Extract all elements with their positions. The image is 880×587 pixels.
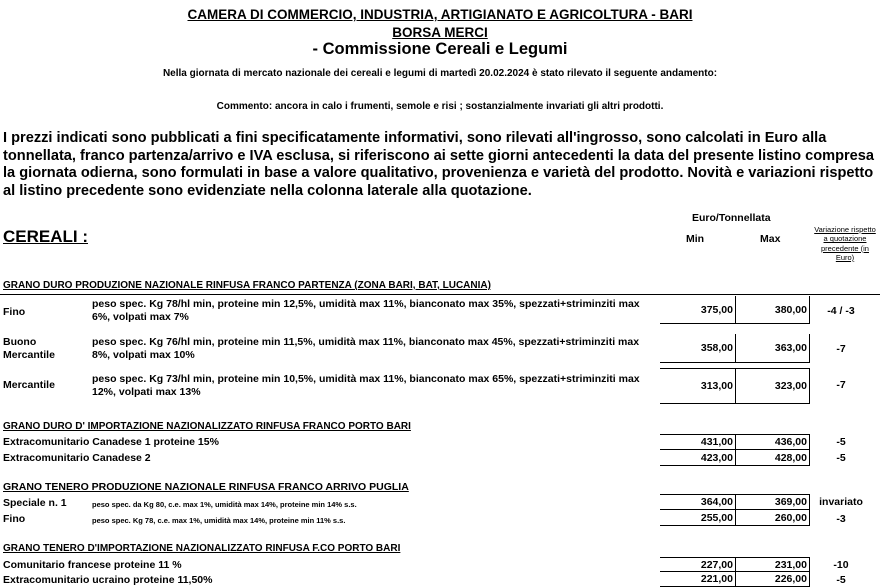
- row-description: peso spec. Kg 76/hl min, proteine min 11,5%, umidità max 11%, bianconato max 45%, spezzati+striminziti max 8%, volpati max 10%: [92, 336, 640, 361]
- price-min: 358,00: [660, 334, 736, 363]
- group-title-durum-import: GRANO DURO D' IMPORTAZIONE NAZIONALIZZATO RINFUSA FRANCO PORTO BARI: [3, 421, 411, 432]
- row-label: Extracomunitario Canadese 1 proteine 15%: [3, 436, 219, 448]
- row-label: Fino: [3, 513, 26, 525]
- chamber-title: CAMERA DI COMMERCIO, INDUSTRIA, ARTIGIANATO E AGRICOLTURA - BARI: [187, 7, 693, 22]
- row-description: peso spec. Kg 78, c.e. max 1%, umidità max 14%, proteine min 11% s.s.: [92, 516, 346, 525]
- price-min: 227,00: [660, 557, 736, 572]
- price-max: 369,00: [736, 494, 810, 510]
- price-variation: -5: [836, 574, 846, 586]
- commission-title: - Commissione Cereali e Legumi: [312, 40, 568, 58]
- price-max: 260,00: [736, 510, 810, 526]
- price-variation: -7: [836, 343, 846, 355]
- row-label: Extracomunitario Canadese 2: [3, 452, 151, 464]
- min-header: Min: [686, 233, 705, 245]
- row-description: peso spec. Kg 78/hl min, proteine min 12,5%, umidità max 11%, bianconato max 35%, spezzati+striminziti max 6%, volpati max 7%: [92, 298, 640, 323]
- price-min: 221,00: [660, 572, 736, 587]
- group-title-durum-national: GRANO DURO PRODUZIONE NAZIONALE RINFUSA FRANCO PARTENZA (ZONA BARI, BAT, LUCANIA): [3, 280, 491, 291]
- price-min: 423,00: [660, 450, 736, 466]
- row-label: Fino: [3, 306, 26, 318]
- row-description: peso spec. Kg 73/hl min, proteine min 10,5%, umidità max 11%, bianconato max 65%, spezzati+striminziti max 12%, volpati max 13%: [92, 373, 640, 398]
- row-label: Mercantile: [3, 379, 55, 391]
- price-min: 313,00: [660, 368, 736, 404]
- price-min: 375,00: [660, 296, 736, 324]
- price-variation: -4 / -3: [827, 305, 855, 317]
- price-max: 428,00: [736, 450, 810, 466]
- group-title-soft-import: GRANO TENERO D'IMPORTAZIONE NAZIONALIZZATO RINFUSA F.CO PORTO BARI: [3, 543, 401, 554]
- price-max: 380,00: [736, 296, 810, 324]
- price-variation: -5: [836, 452, 846, 464]
- price-variation: -10: [833, 559, 849, 571]
- price-min: 255,00: [660, 510, 736, 526]
- session-note: Nella giornata di mercato nazionale dei cereali e legumi di martedì 20.02.2024 è stato rilevato il seguente andamento:: [162, 68, 718, 79]
- price-max: 231,00: [736, 557, 810, 572]
- unit-header: Euro/Tonnellata: [692, 212, 771, 224]
- price-variation: -7: [836, 379, 846, 391]
- row-description: peso spec. da Kg 80, c.e. max 1%, umidità max 14%, proteine min 14% s.s.: [92, 500, 357, 509]
- market-comment: Commento: ancora in calo i frumenti, semole e risi ; sostanzialmente invariati gli altri prodotti.: [216, 101, 664, 112]
- price-variation: -3: [836, 513, 846, 525]
- row-label: Buono Mercantile: [3, 336, 55, 361]
- price-variation: -5: [836, 436, 846, 448]
- price-variation: invariato: [819, 496, 863, 508]
- price-max: 436,00: [736, 434, 810, 450]
- price-max: 226,00: [736, 572, 810, 587]
- max-header: Max: [760, 233, 781, 245]
- group-title-soft-national: GRANO TENERO PRODUZIONE NAZIONALE RINFUSA FRANCO ARRIVO PUGLIA: [3, 481, 409, 493]
- row-label: Speciale n. 1: [3, 497, 67, 509]
- variation-header: Variazione rispetto a quotazione precedente (in Euro): [814, 225, 876, 262]
- price-min: 364,00: [660, 494, 736, 510]
- row-label: Comunitario francese proteine 11 %: [3, 559, 182, 571]
- row-label: Extracomunitario ucraino proteine 11,50%: [3, 574, 213, 586]
- group-separator: [0, 294, 880, 295]
- cereali-heading: CEREALI :: [3, 227, 88, 246]
- intro-paragraph: I prezzi indicati sono pubblicati a fini specificatamente informativi, sono rilevati all'ingrosso, sono calcolati in Euro alla tonnellata, franco partenza/arrivo e IVA esclusa, si riferiscono ai sette giorni antecedenti la data del presente listino compresa la giornata odierna, sono formulati in base a valore qualitativo, provenienza e varietà del prodotto. Novità e variazioni rispetto al listino precedente sono evidenziate nella colonna laterale alla quotazione.: [3, 130, 875, 199]
- borsa-merci-title: BORSA MERCI: [392, 25, 488, 40]
- price-min: 431,00: [660, 434, 736, 450]
- price-max: 323,00: [736, 368, 810, 404]
- price-max: 363,00: [736, 334, 810, 363]
